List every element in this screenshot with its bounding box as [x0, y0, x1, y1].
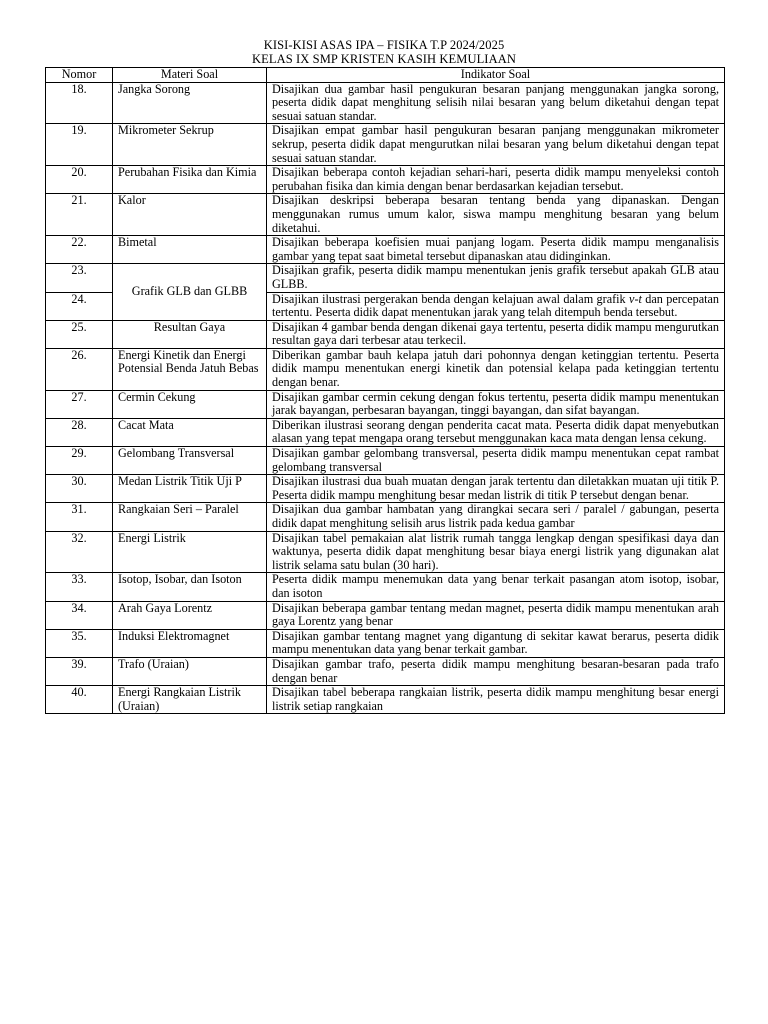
- row-materi: Energi Listrik: [113, 531, 267, 573]
- row-materi: Medan Listrik Titik Uji P: [113, 475, 267, 503]
- table-row: [46, 601, 725, 629]
- row-number: 22.: [46, 236, 113, 264]
- indikator-text: dan percepatan tertentu. Peserta didik dapat menentukan jarak yang telah ditempuh benda tersebut.: [272, 291, 720, 320]
- row-indikator: Disajikan tabel beberapa rangkaian listrik, peserta didik mampu menghitung besar energi listrik setiap rangkaian: [267, 686, 725, 714]
- table-row: [46, 573, 725, 601]
- table-row: [46, 390, 725, 418]
- document-subtitle: KELAS IX SMP KRISTEN KASIH KEMULIAAN: [252, 52, 516, 66]
- row-indikator: Disajikan dua gambar hambatan yang dirangkai secara seri / paralel / gabungan, peserta didik dapat menghitung selisih arus listrik pada kedua gambar: [267, 503, 725, 531]
- table-row: [46, 124, 725, 166]
- table-row: [46, 236, 725, 264]
- row-number: 26.: [46, 348, 113, 390]
- table-row: [46, 82, 725, 124]
- row-materi: Isotop, Isobar, dan Isoton: [113, 573, 267, 601]
- table-row: [46, 320, 725, 348]
- table-header-row: [46, 68, 725, 83]
- row-materi: Energi Rangkaian Listrik (Uraian): [113, 686, 267, 714]
- table-row: [46, 194, 725, 236]
- row-materi: Jangka Sorong: [113, 82, 267, 124]
- row-materi: Perubahan Fisika dan Kimia: [113, 166, 267, 194]
- row-materi: Mikrometer Sekrup: [113, 124, 267, 166]
- table-row: [46, 503, 725, 531]
- row-number: 21.: [46, 194, 113, 236]
- column-header-materi: Materi Soal: [113, 68, 267, 83]
- row-number: 29.: [46, 447, 113, 475]
- table-row: [46, 686, 725, 714]
- row-number: 34.: [46, 601, 113, 629]
- table-row: [46, 447, 725, 475]
- row-indikator: Disajikan beberapa gambar tentang medan magnet, peserta didik mampu menentukan arah gaya Lorentz yang benar: [267, 601, 725, 629]
- row-indikator: Diberikan gambar bauh kelapa jatuh dari pohonnya dengan ketinggian tertentu. Peserta didik mampu menentukan energi kinetik dan potensial kelapa pada ketinggian tertentu dengan benar.: [267, 348, 725, 390]
- row-indikator: [267, 292, 725, 320]
- row-materi: Induksi Elektromagnet: [113, 629, 267, 657]
- row-materi: Grafik GLB dan GLBB: [113, 264, 267, 320]
- row-indikator: Disajikan empat gambar hasil pengukuran besaran panjang menggunakan mikrometer sekrup, peserta didik dapat mengurutkan nilai besaran yang belum diketahui dengan tepat sesuai satuan standar.: [267, 124, 725, 166]
- row-materi: Bimetal: [113, 236, 267, 264]
- row-number: 32.: [46, 531, 113, 573]
- row-indikator: Diberikan ilustrasi seorang dengan penderita cacat mata. Peserta didik dapat menyebutkan alasan yang tepat mengapa orang tersebut menggunakan kaca mata dengan lensa cekung.: [267, 418, 725, 446]
- row-indikator: Disajikan deskripsi beberapa besaran tentang benda yang dipanaskan. Dengan menggunakan rumus umum kalor, siswa mampu menghitung besaran yang belum diketahui.: [267, 194, 725, 236]
- row-number: 31.: [46, 503, 113, 531]
- row-materi: Arah Gaya Lorentz: [113, 601, 267, 629]
- row-number: 19.: [46, 124, 113, 166]
- row-materi: Cermin Cekung: [113, 390, 267, 418]
- row-indikator: Disajikan ilustrasi dua buah muatan dengan jarak tertentu dan diletakkan muatan uji titik P. Peserta didik mampu menghitung besar medan listrik di titik P tersebut dengan benar.: [267, 475, 725, 503]
- row-materi: Resultan Gaya: [113, 320, 267, 348]
- table-row: [46, 348, 725, 390]
- row-indikator: Peserta didik mampu menemukan data yang benar terkait pasangan atom isotop, isobar, dan isoton: [267, 573, 725, 601]
- table-row: [46, 531, 725, 573]
- table-row: [46, 475, 725, 503]
- row-number: 33.: [46, 573, 113, 601]
- row-number: 30.: [46, 475, 113, 503]
- row-number: 24.: [46, 292, 113, 320]
- indikator-italic-text: v-t: [629, 291, 642, 306]
- indikator-text: Disajikan ilustrasi pergerakan benda dengan kelajuan awal dalam grafik: [272, 291, 630, 306]
- table-row: [46, 166, 725, 194]
- row-materi: Kalor: [113, 194, 267, 236]
- row-materi: Rangkaian Seri – Paralel: [113, 503, 267, 531]
- row-number: 39.: [46, 657, 113, 685]
- table-row: [46, 657, 725, 685]
- column-header-indikator: Indikator Soal: [267, 68, 725, 83]
- kisi-kisi-table: [45, 67, 725, 714]
- row-number: 28.: [46, 418, 113, 446]
- row-indikator: Disajikan beberapa koefisien muai panjang logam. Peserta didik mampu menganalisis gambar yang tepat saat bimetal tersebut dipanaskan atau didinginkan.: [267, 236, 725, 264]
- row-materi: Energi Kinetik dan Energi Potensial Benda Jatuh Bebas: [113, 348, 267, 390]
- row-number: 25.: [46, 320, 113, 348]
- row-indikator: Disajikan gambar cermin cekung dengan fokus tertentu, peserta didik mampu menentukan jarak bayangan, perbesaran bayangan, tinggi bayangan, dan sifat bayangan.: [267, 390, 725, 418]
- column-header-nomor: Nomor: [46, 68, 113, 83]
- row-materi: Trafo (Uraian): [113, 657, 267, 685]
- row-materi: Gelombang Transversal: [113, 447, 267, 475]
- row-number: 27.: [46, 390, 113, 418]
- row-number: 35.: [46, 629, 113, 657]
- row-number: 18.: [46, 82, 113, 124]
- row-indikator: Disajikan beberapa contoh kejadian sehari-hari, peserta didik mampu menyeleksi contoh perubahan fisika dan kimia dengan benar berdasarkan kejadian tersebut.: [267, 166, 725, 194]
- row-indikator: Disajikan gambar tentang magnet yang digantung di sekitar kawat berarus, peserta didik mampu menentukan data yang benar terkait gambar.: [267, 629, 725, 657]
- row-materi: Cacat Mata: [113, 418, 267, 446]
- row-indikator: Disajikan gambar trafo, peserta didik mampu menghitung besaran-besaran pada trafo dengan benar: [267, 657, 725, 685]
- row-indikator: Disajikan grafik, peserta didik mampu menentukan jenis grafik tersebut apakah GLB atau GLBB.: [267, 264, 725, 292]
- table-row: [46, 629, 725, 657]
- table-row: [46, 264, 725, 292]
- document-title: KISI-KISI ASAS IPA – FISIKA T.P 2024/2025: [263, 38, 505, 52]
- row-number: 40.: [46, 686, 113, 714]
- table-row: [46, 418, 725, 446]
- row-number: 23.: [46, 264, 113, 292]
- row-indikator: Disajikan tabel pemakaian alat listrik rumah tangga lengkap dengan spesifikasi daya dan waktunya, peserta didik dapat menghitung besar biaya energi listrik yang digunakan alat listrik selama satu bulan (30 hari).: [267, 531, 725, 573]
- row-indikator: Disajikan 4 gambar benda dengan dikenai gaya tertentu, peserta didik mampu mengurutkan resultan gaya dari terbesar atau terkecil.: [267, 320, 725, 348]
- row-number: 20.: [46, 166, 113, 194]
- row-indikator: Disajikan gambar gelombang transversal, peserta didik mampu menentukan cepat rambat gelombang transversal: [267, 447, 725, 475]
- row-indikator: Disajikan dua gambar hasil pengukuran besaran panjang menggunakan jangka sorong, peserta didik dapat menghitung selisih nilai besaran yang belum diketahui dengan tepat sesuai satuan standar.: [267, 82, 725, 124]
